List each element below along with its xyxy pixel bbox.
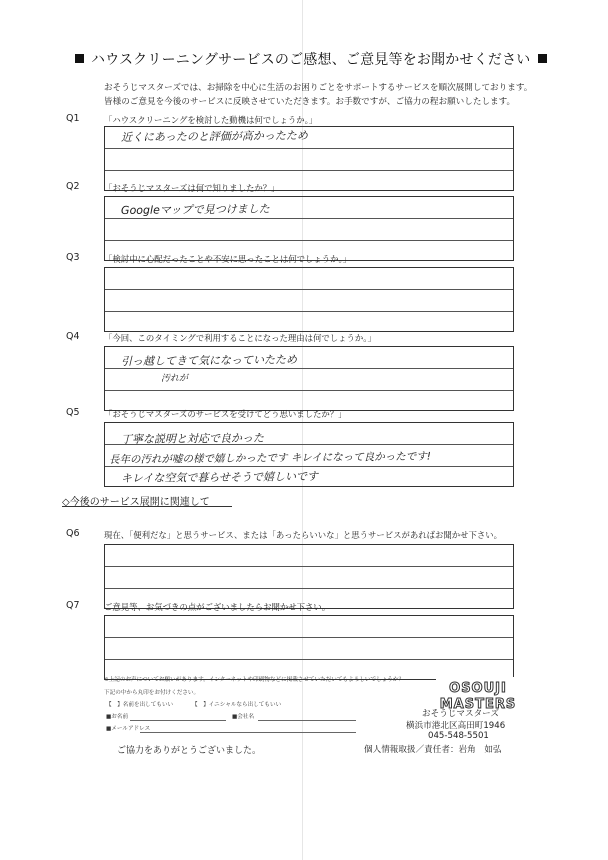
logo-text-bottom: MASTERS	[439, 697, 517, 712]
question-number: Q4	[66, 331, 80, 342]
company-name: おそうじマスターズ	[422, 709, 499, 719]
answer-rule	[105, 588, 513, 589]
consent-request: ※上記のお声についてお願いがあります。インターネットや印刷物などに掲載させていただいてもよろしいでしょうか？	[104, 677, 405, 683]
handwritten-answer-insert: 汚れが	[160, 373, 189, 384]
answer-rule	[105, 240, 513, 241]
logo-text-top: OSOUJI	[449, 681, 507, 696]
consent-option-name[interactable]: 【 】名前を出してもいい	[106, 702, 174, 708]
intro-line-2: 皆様のご意見を今後のサービスに反映させていただきます。お手数ですが、ご協力の程お願いしたします。	[104, 97, 516, 107]
square-bullet-icon	[538, 54, 547, 63]
answer-box-q5	[104, 422, 514, 487]
answer-rule	[105, 566, 513, 567]
answer-rule	[105, 170, 513, 171]
answer-rule	[105, 637, 513, 638]
section-underline	[62, 506, 232, 507]
handwritten-answer: 引っ越してきて気になっていたため	[120, 353, 298, 368]
answer-box-q7	[104, 615, 514, 680]
answer-rule	[105, 659, 513, 660]
intro-line-1: おそうじマスターズでは、お掃除を中心に生活のお困りごとをサポートするサービスを順次展開しております。	[104, 83, 533, 93]
question-text: 「今回、このタイミングで利用することになった理由は何でしょうか。」	[104, 333, 376, 343]
handwritten-answer: 長年の汚れが嘘の様で嬉しかったです キレイになって良かったです!	[108, 450, 431, 466]
privacy-officer: 個人情報取扱／責任者：岩角 如弘	[364, 745, 502, 755]
company-field-line[interactable]	[258, 720, 356, 721]
name-field-line[interactable]	[130, 720, 226, 721]
email-field-label: ■メールアドレス	[106, 726, 151, 732]
name-field-label: ■お名前	[106, 714, 129, 720]
consent-option-initials[interactable]: 【 】イニシャルなら出してもいい	[192, 702, 282, 708]
question-number: Q3	[66, 252, 80, 263]
handwritten-answer: 近くにあったのと評価が高かったため	[120, 129, 308, 144]
company-address: 横浜市港北区高田町1946	[406, 721, 506, 731]
question-text: 「検討中に心配だったことや不安に思ったことは何でしょうか。」	[104, 254, 352, 264]
question-text: 「ハウスクリーニングを検討した動機は何でしょうか。」	[104, 115, 318, 125]
question-text: ご意見等、お気づきの点がございましたらお聞かせ下さい。	[104, 602, 331, 612]
question-number: Q6	[66, 528, 80, 539]
handwritten-answer: 丁寧な説明と対応で良かった	[120, 431, 265, 446]
company-phone: 045-548-5501	[428, 731, 489, 741]
thanks-message: ご協力をありがとうございました。	[117, 746, 262, 756]
consent-instruction: 下記の中から丸印をお付けください。	[104, 690, 200, 696]
question-number: Q5	[66, 407, 80, 418]
answer-rule	[105, 218, 513, 219]
section-heading: ◇今後のサービス展開に関連して	[62, 497, 210, 508]
handwritten-answer: Googleマップで見つけました	[120, 202, 270, 217]
question-text: 「おそうじマスターズは何で知りましたか？」	[104, 183, 280, 193]
answer-rule	[105, 311, 513, 312]
question-text: 現在、「便利だな」と思うサービス、または「あったらいいな」と思うサービスがあればお聞かせ下さい。	[104, 530, 502, 540]
answer-box-q3	[104, 267, 514, 332]
question-number: Q7	[66, 600, 80, 611]
answer-box-q4	[104, 346, 514, 411]
answer-box-q6	[104, 544, 514, 609]
handwritten-answer: キレイな空気で暮らせそうで嬉しいです	[120, 469, 319, 485]
question-number: Q1	[66, 113, 80, 124]
question-text: 「おそうじマスターズのサービスを受けてどう思いましたか？」	[104, 409, 347, 419]
page-title	[68, 49, 554, 69]
title-text: ハウスクリーニングサービスのご感想、ご意見等をお聞かせください	[91, 52, 531, 68]
answer-rule	[105, 148, 513, 149]
question-number: Q2	[66, 181, 80, 192]
email-field-line[interactable]	[140, 732, 356, 733]
answer-box-q2	[104, 196, 514, 261]
company-field-label: ■会社名	[232, 714, 255, 720]
answer-rule	[105, 289, 513, 290]
answer-rule	[105, 390, 513, 391]
square-bullet-icon	[75, 54, 84, 63]
